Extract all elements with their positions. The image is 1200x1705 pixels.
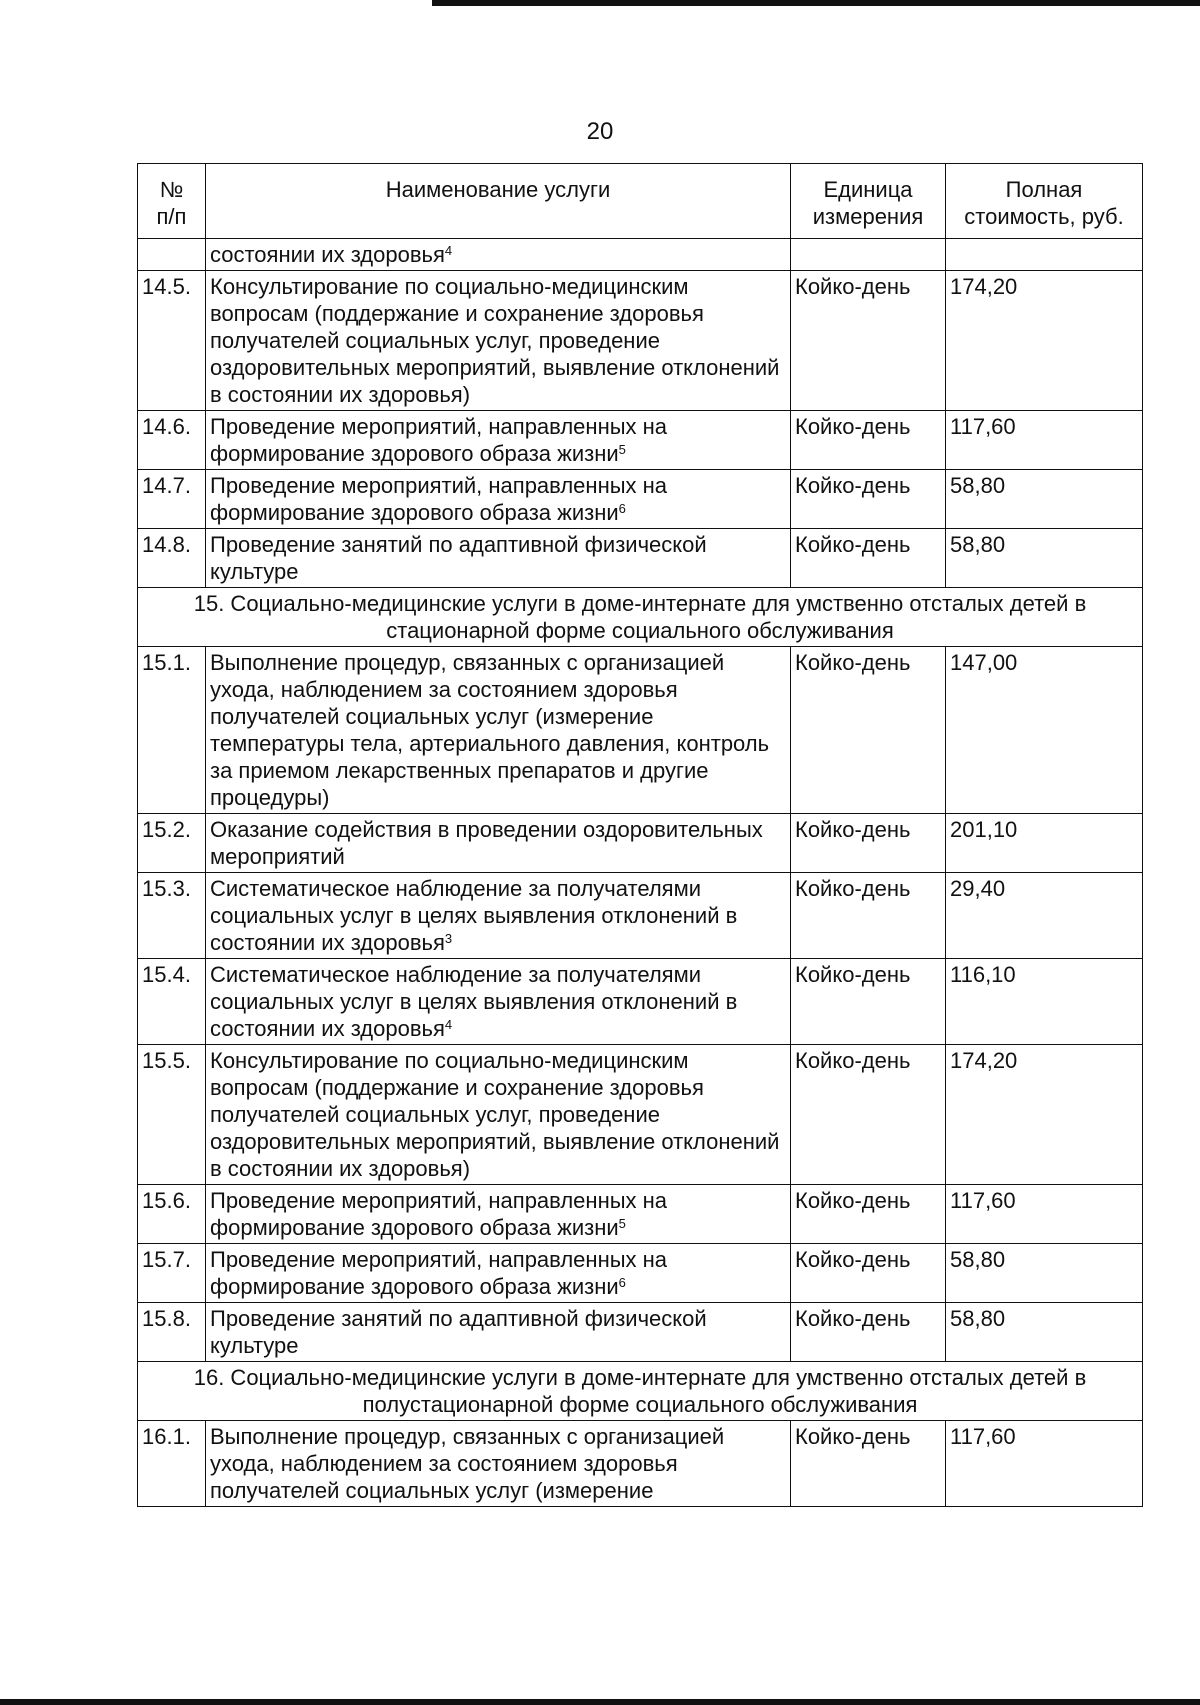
header-row [138, 164, 1143, 239]
row-number: 15.8. [138, 1303, 206, 1362]
scan-edge-top [432, 0, 1200, 6]
row-number [138, 239, 206, 271]
unit-cell: Койко-день [791, 1421, 946, 1507]
row-number: 15.2. [138, 814, 206, 873]
unit-cell: Койко-день [791, 271, 946, 411]
service-name: Оказание содействия в проведении оздоровительных мероприятий [206, 814, 791, 873]
cost-cell: 174,20 [946, 271, 1143, 411]
cost-cell [946, 239, 1143, 271]
footnote-ref: 4 [444, 243, 453, 258]
header-unit-line: Единица [823, 177, 913, 202]
unit-cell: Койко-день [791, 1303, 946, 1362]
unit-cell: Койко-день [791, 1244, 946, 1303]
table-row [138, 647, 1143, 814]
table-row [138, 470, 1143, 529]
cost-cell: 116,10 [946, 959, 1143, 1045]
table-row [138, 1303, 1143, 1362]
service-name: Выполнение процедур, связанных с организацией ухода, наблюдением за состоянием здоровья получателей социальных услуг (измерение температуры тела, артериального давления, контроль за приемом лекарственных препаратов и другие процедуры) [206, 647, 791, 814]
table-row [138, 1185, 1143, 1244]
table-row [138, 411, 1143, 470]
row-number: 15.3. [138, 873, 206, 959]
table-row [138, 271, 1143, 411]
header-unit [791, 164, 946, 239]
row-number: 14.7. [138, 470, 206, 529]
table-row [138, 873, 1143, 959]
cost-cell: 58,80 [946, 1303, 1143, 1362]
cost-cell: 117,60 [946, 1185, 1143, 1244]
header-cost-line: Полная [1005, 177, 1083, 202]
service-name: Консультирование по социально-медицинским вопросам (поддержание и сохранение здоровья получателей социальных услуг, проведение оздоровительных мероприятий, выявление отклонений в состоянии их здоровья) [206, 1045, 791, 1185]
header-cost [946, 164, 1143, 239]
header-num-line: № [159, 177, 184, 202]
table-row [138, 529, 1143, 588]
service-name: Проведение мероприятий, направленных на формирование здорового образа жизни$^6$ [206, 1244, 791, 1303]
section-row [138, 588, 1143, 647]
table-row [138, 1421, 1143, 1507]
section-title: 15. Социально-медицинские услуги в доме-интернате для умственно отсталых детей в стационарной форме социального обслуживания [138, 588, 1143, 647]
header-num [138, 164, 206, 239]
footnote-ref: 6 [618, 501, 626, 516]
section-row [138, 1362, 1143, 1421]
row-number: 14.8. [138, 529, 206, 588]
cost-cell: 201,10 [946, 814, 1143, 873]
page-number: 20 [586, 118, 614, 145]
cost-cell: 58,80 [946, 470, 1143, 529]
service-name: Проведение мероприятий, направленных на формирование здорового образа жизни$^6$ [206, 470, 791, 529]
table-row [138, 959, 1143, 1045]
services-table [137, 163, 1143, 1507]
row-number: 15.7. [138, 1244, 206, 1303]
unit-cell: Койко-день [791, 647, 946, 814]
cost-cell: 117,60 [946, 411, 1143, 470]
service-name: Систематическое наблюдение за получателями социальных услуг в целях выявления отклонений в состоянии их здоровья$^4$ [206, 959, 791, 1045]
footnote-ref: 5 [618, 442, 626, 457]
row-number: 15.5. [138, 1045, 206, 1185]
cost-cell: 58,80 [946, 1244, 1143, 1303]
service-name: Проведение мероприятий, направленных на формирование здорового образа жизни$^5$ [206, 1185, 791, 1244]
service-name: Проведение занятий по адаптивной физической культуре [206, 1303, 791, 1362]
unit-cell: Койко-день [791, 1185, 946, 1244]
footnote-ref: 6 [618, 1275, 626, 1290]
unit-cell: Койко-день [791, 814, 946, 873]
unit-cell: Койко-день [791, 411, 946, 470]
row-number: 15.1. [138, 647, 206, 814]
header-num-line: п/п [156, 204, 187, 229]
service-name: состоянии их здоровья$^4$ [206, 239, 791, 271]
service-name: Консультирование по социально-медицинским вопросам (поддержание и сохранение здоровья получателей социальных услуг, проведение оздоровительных мероприятий, выявление отклонений в состоянии их здоровья) [206, 271, 791, 411]
unit-cell: Койко-день [791, 959, 946, 1045]
table-row [138, 239, 1143, 271]
unit-cell: Койко-день [791, 1045, 946, 1185]
cost-cell: 117,60 [946, 1421, 1143, 1507]
row-number: 16.1. [138, 1421, 206, 1507]
row-number: 14.5. [138, 271, 206, 411]
header-unit-line: измерения [812, 204, 924, 229]
service-name: Систематическое наблюдение за получателями социальных услуг в целях выявления отклонений в состоянии их здоровья$^3$ [206, 873, 791, 959]
table-row [138, 1244, 1143, 1303]
unit-cell [791, 239, 946, 271]
row-number: 14.6. [138, 411, 206, 470]
service-name: Проведение занятий по адаптивной физической культуре [206, 529, 791, 588]
service-name: Проведение мероприятий, направленных на формирование здорового образа жизни$^5$ [206, 411, 791, 470]
unit-cell: Койко-день [791, 529, 946, 588]
unit-cell: Койко-день [791, 470, 946, 529]
unit-cell: Койко-день [791, 873, 946, 959]
table-body [138, 239, 1143, 1507]
header-cost-line: стоимость, руб. [964, 204, 1124, 229]
table-row [138, 1045, 1143, 1185]
scan-edge-bottom [0, 1699, 1200, 1705]
row-number: 15.6. [138, 1185, 206, 1244]
cost-cell: 29,40 [946, 873, 1143, 959]
header-name: Наименование услуги [206, 164, 791, 239]
cost-cell: 147,00 [946, 647, 1143, 814]
section-title: 16. Социально-медицинские услуги в доме-интернате для умственно отсталых детей в полустационарной форме социального обслуживания [138, 1362, 1143, 1421]
footnote-ref: 3 [444, 931, 453, 946]
footnote-ref: 5 [618, 1216, 626, 1231]
table-row [138, 814, 1143, 873]
footnote-ref: 4 [444, 1017, 453, 1032]
cost-cell: 174,20 [946, 1045, 1143, 1185]
cost-cell: 58,80 [946, 529, 1143, 588]
row-number: 15.4. [138, 959, 206, 1045]
service-name: Выполнение процедур, связанных с организацией ухода, наблюдением за состоянием здоровья получателей социальных услуг (измерение [206, 1421, 791, 1507]
